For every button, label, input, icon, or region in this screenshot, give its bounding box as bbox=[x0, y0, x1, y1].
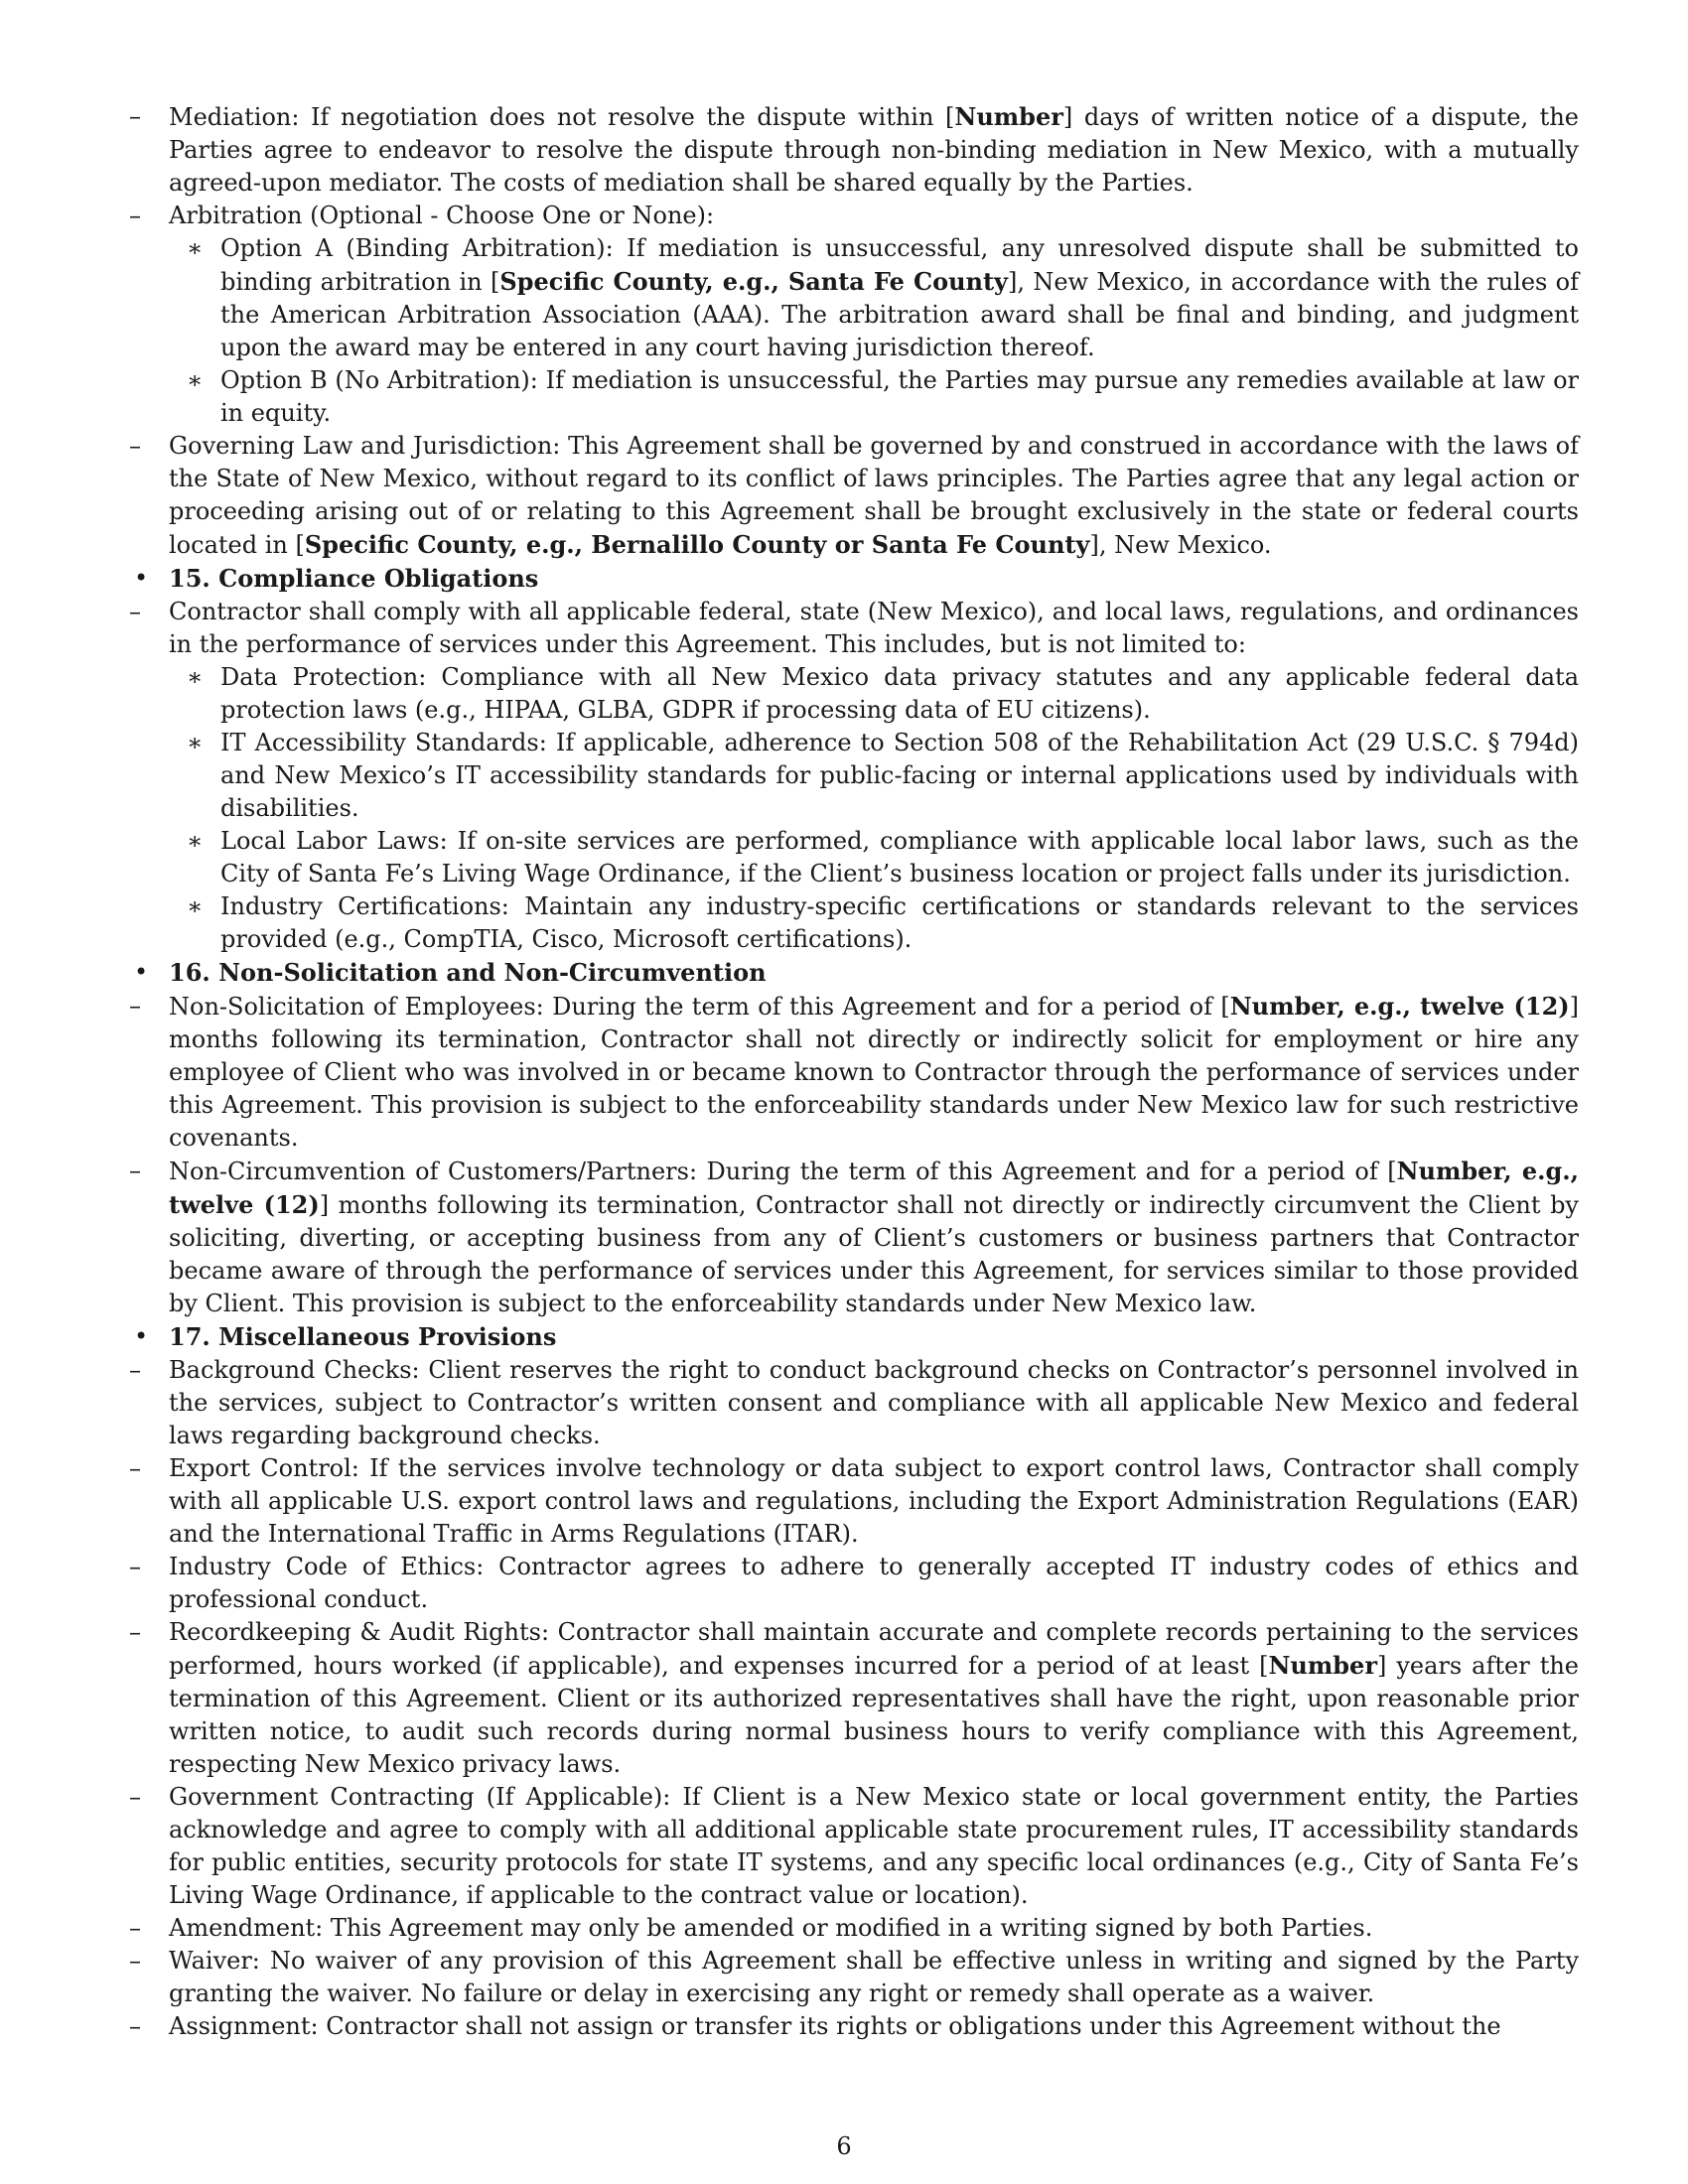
non-circumvention-clause bbox=[129, 1155, 1579, 1320]
bullet-marker: • bbox=[134, 564, 149, 592]
section-15-items bbox=[129, 596, 1579, 956]
compliance-intro-text: Contractor shall comply with all applicable federal, state (New Mexico), and local laws, regulations, and ordinances in the performance of services under this Agreement. This includes, but is not limited to: bbox=[169, 598, 1579, 658]
dash-marker: – bbox=[129, 1618, 141, 1646]
dash-marker: – bbox=[129, 992, 141, 1020]
waiver-text: Waiver: No waiver of any provision of this Agreement shall be effective unless in writing and signed by the Party granting the waiver. No failure or delay in exercising any right or remedy shall operate as a waiver. bbox=[169, 1947, 1579, 2007]
ethics-text: Industry Code of Ethics: Contractor agrees to adhere to generally accepted IT industry codes of ethics and professional conduct. bbox=[169, 1553, 1579, 1613]
bullet-marker: • bbox=[134, 958, 149, 986]
dash-marker: – bbox=[129, 432, 141, 460]
arbitration-options bbox=[169, 232, 1579, 430]
section-14-continued bbox=[129, 100, 1579, 562]
compliance-intro bbox=[129, 596, 1579, 956]
non-circumvention-text: Non-Circumvention of Customers/Partners: During the term of this Agreement and for a period of [ bbox=[169, 1158, 1397, 1185]
export-control-text: Export Control: If the services involve technology or data subject to export control laws, Contractor shall comply with all applicable U.S. export control laws and regulations, including the Export Administration Regulations (EAR) and the International Traffic in Arms Regulations (ITAR). bbox=[169, 1454, 1579, 1548]
assignment-text: Assignment: Contractor shall not assign or transfer its rights or obligations under this Agreement without the bbox=[169, 2012, 1501, 2040]
governing-law-placeholder: Specific County, e.g., Bernalillo County or Santa Fe County bbox=[304, 530, 1090, 559]
background-checks-text: Background Checks: Client reserves the right to conduct background checks on Contractor’s personnel involved in the services, subject to Contractor’s written consent and compliance with all applicable New Mexico and federal laws regarding background checks. bbox=[169, 1356, 1579, 1449]
section-list bbox=[129, 562, 1579, 2043]
recordkeeping-clause bbox=[129, 1616, 1579, 1781]
option-b-text: Option B (No Arbitration): If mediation is unsuccessful, the Parties may pursue any remedies available at law or in equity. bbox=[220, 366, 1579, 427]
section-16 bbox=[129, 956, 1579, 1320]
arbitration-option-b bbox=[169, 364, 1579, 430]
dash-marker: – bbox=[129, 1454, 141, 1482]
governing-law-clause bbox=[129, 430, 1579, 562]
governing-law-text: Governing Law and Jurisdiction: This Agreement shall be governed by and construed in accordance with the laws of the State of New Mexico, without regard to its conflict of laws principles. The Parties agree that any legal action or proceeding arising out of or relating to this Agreement shall be brought exclusively in the state or federal courts located in [ bbox=[169, 432, 1579, 559]
dash-marker: – bbox=[129, 102, 141, 130]
star-marker: ∗ bbox=[187, 366, 204, 394]
non-circumvention-placeholder: Number, e.g., twelve (12) bbox=[169, 1157, 1579, 1219]
section-15 bbox=[129, 562, 1579, 956]
dash-marker: – bbox=[129, 1553, 141, 1580]
section-17 bbox=[129, 1320, 1579, 2043]
star-marker: ∗ bbox=[187, 892, 204, 920]
dash-marker: – bbox=[129, 1783, 141, 1811]
option-a-text-end: ], New Mexico, in accordance with the rules of the American Arbitration Association (AAA). The arbitration award shall be final and binding, and judgment upon the award may be entered in any court having jurisdiction thereof. bbox=[220, 268, 1580, 361]
page-content bbox=[129, 100, 1579, 2043]
export-control-clause bbox=[129, 1452, 1579, 1551]
non-solicitation-text: Non-Solicitation of Employees: During the term of this Agreement and for a period of [ bbox=[169, 993, 1230, 1021]
section-16-items bbox=[129, 990, 1579, 1320]
dash-marker: – bbox=[129, 2012, 141, 2040]
star-marker: ∗ bbox=[187, 234, 204, 262]
governing-law-text-end: ], New Mexico. bbox=[1089, 531, 1272, 559]
dash-marker: – bbox=[129, 1157, 141, 1184]
assignment-clause bbox=[129, 2010, 1579, 2043]
non-circumvention-text-end: ] months following its termination, Contractor shall not directly or indirectly circumvent the Client by soliciting, diverting, or accepting business from any of Client’s customers or business partners that Contractor became aware of through the performance of services under this Agreement, for services similar to those provided by Client. This provision is subject to the enforceability standards under New Mexico law. bbox=[169, 1191, 1579, 1317]
mediation-clause bbox=[129, 100, 1579, 200]
option-a-text: Option A (Binding Arbitration): If mediation is unsuccessful, any unresolved dispute shall be submitted to binding arbitration in [ bbox=[220, 234, 1579, 296]
compliance-items bbox=[169, 661, 1579, 956]
arbitration-clause bbox=[129, 200, 1579, 430]
star-marker: ∗ bbox=[187, 827, 204, 855]
recordkeeping-placeholder: Number bbox=[1268, 1651, 1377, 1680]
arbitration-option-a bbox=[169, 232, 1579, 364]
compliance-item-text: Data Protection: Compliance with all New Mexico data privacy statutes and any applicable federal data protection laws (e.g., HIPAA, GLBA, GDPR if processing data of EU citizens). bbox=[220, 663, 1579, 724]
waiver-clause bbox=[129, 1945, 1579, 2010]
background-checks-clause bbox=[129, 1354, 1579, 1452]
section-15-heading: 15. Compliance Obligations bbox=[169, 564, 539, 593]
mediation-text: Mediation: If negotiation does not resolve the dispute within [ bbox=[169, 103, 955, 131]
recordkeeping-text-end: ] years after the termination of this Agreement. Client or its authorized representatives shall have the right, upon reasonable prior written notice, to audit such records during normal business hours to verify compliance with this Agreement, respecting New Mexico privacy laws. bbox=[169, 1652, 1579, 1778]
ethics-clause bbox=[129, 1551, 1579, 1616]
compliance-item-data-protection bbox=[169, 661, 1579, 727]
non-solicitation-text-end: ] months following its termination, Contractor shall not directly or indirectly solicit for employment or hire any employee of Client who was involved in or became known to Contractor through the performance of services under this Agreement. This provision is subject to the enforceability standards under New Mexico law for such restrictive covenants. bbox=[169, 993, 1579, 1152]
dash-marker: – bbox=[129, 202, 141, 229]
section-16-heading: 16. Non-Solicitation and Non-Circumvention bbox=[169, 958, 767, 987]
non-solicitation-clause bbox=[129, 990, 1579, 1155]
star-marker: ∗ bbox=[187, 663, 204, 691]
amendment-clause bbox=[129, 1912, 1579, 1945]
government-contracting-text: Government Contracting (If Applicable): If Client is a New Mexico state or local government entity, the Parties acknowledge and agree to comply with all additional applicable state procurement rules, IT accessibility standards for public entities, security protocols for state IT systems, and any specific local ordinances (e.g., City of Santa Fe’s Living Wage Ordinance, if applicable to the contract value or location). bbox=[169, 1783, 1579, 1909]
bullet-marker: • bbox=[134, 1322, 149, 1350]
non-solicitation-placeholder: Number, e.g., twelve (12) bbox=[1229, 992, 1570, 1021]
dash-marker: – bbox=[129, 1914, 141, 1942]
compliance-item-text: Industry Certifications: Maintain any industry-specific certifications or standards relevant to the services provided (e.g., CompTIA, Cisco, Microsoft certifications). bbox=[220, 892, 1579, 953]
arbitration-label: Arbitration (Optional - Choose One or None): bbox=[169, 202, 715, 229]
amendment-text: Amendment: This Agreement may only be amended or modified in a writing signed by both Parties. bbox=[169, 1914, 1373, 1942]
compliance-item-accessibility bbox=[169, 727, 1579, 825]
government-contracting-clause bbox=[129, 1781, 1579, 1912]
dash-marker: – bbox=[129, 1947, 141, 1975]
mediation-placeholder: Number bbox=[954, 102, 1063, 131]
option-a-placeholder: Specific County, e.g., Santa Fe County bbox=[499, 267, 1009, 296]
compliance-item-text: IT Accessibility Standards: If applicable, adherence to Section 508 of the Rehabilitation Act (29 U.S.C. § 794d) and New Mexico’s IT accessibility standards for public-facing or internal applications used by individuals with disabilities. bbox=[220, 729, 1579, 822]
dash-marker: – bbox=[129, 598, 141, 625]
compliance-item-text: Local Labor Laws: If on-site services are performed, compliance with applicable local labor laws, such as the City of Santa Fe’s Living Wage Ordinance, if the Client’s business location or project falls under its jurisdiction. bbox=[220, 827, 1579, 887]
recordkeeping-text: Recordkeeping & Audit Rights: Contractor shall maintain accurate and complete records pertaining to the services performed, hours worked (if applicable), and expenses incurred for a period of at least [ bbox=[169, 1618, 1579, 1680]
page-number: 6 bbox=[836, 2132, 852, 2160]
section-17-items bbox=[129, 1354, 1579, 2043]
dash-marker: – bbox=[129, 1356, 141, 1384]
mediation-text-end: ] days of written notice of a dispute, the Parties agree to endeavor to resolve the dispute through non-binding mediation in New Mexico, with a mutually agreed-upon mediator. The costs of mediation shall be shared equally by the Parties. bbox=[169, 103, 1579, 197]
star-marker: ∗ bbox=[187, 729, 204, 756]
compliance-item-labor-laws bbox=[169, 825, 1579, 890]
section-17-heading: 17. Miscellaneous Provisions bbox=[169, 1322, 557, 1351]
compliance-item-certifications bbox=[169, 890, 1579, 956]
